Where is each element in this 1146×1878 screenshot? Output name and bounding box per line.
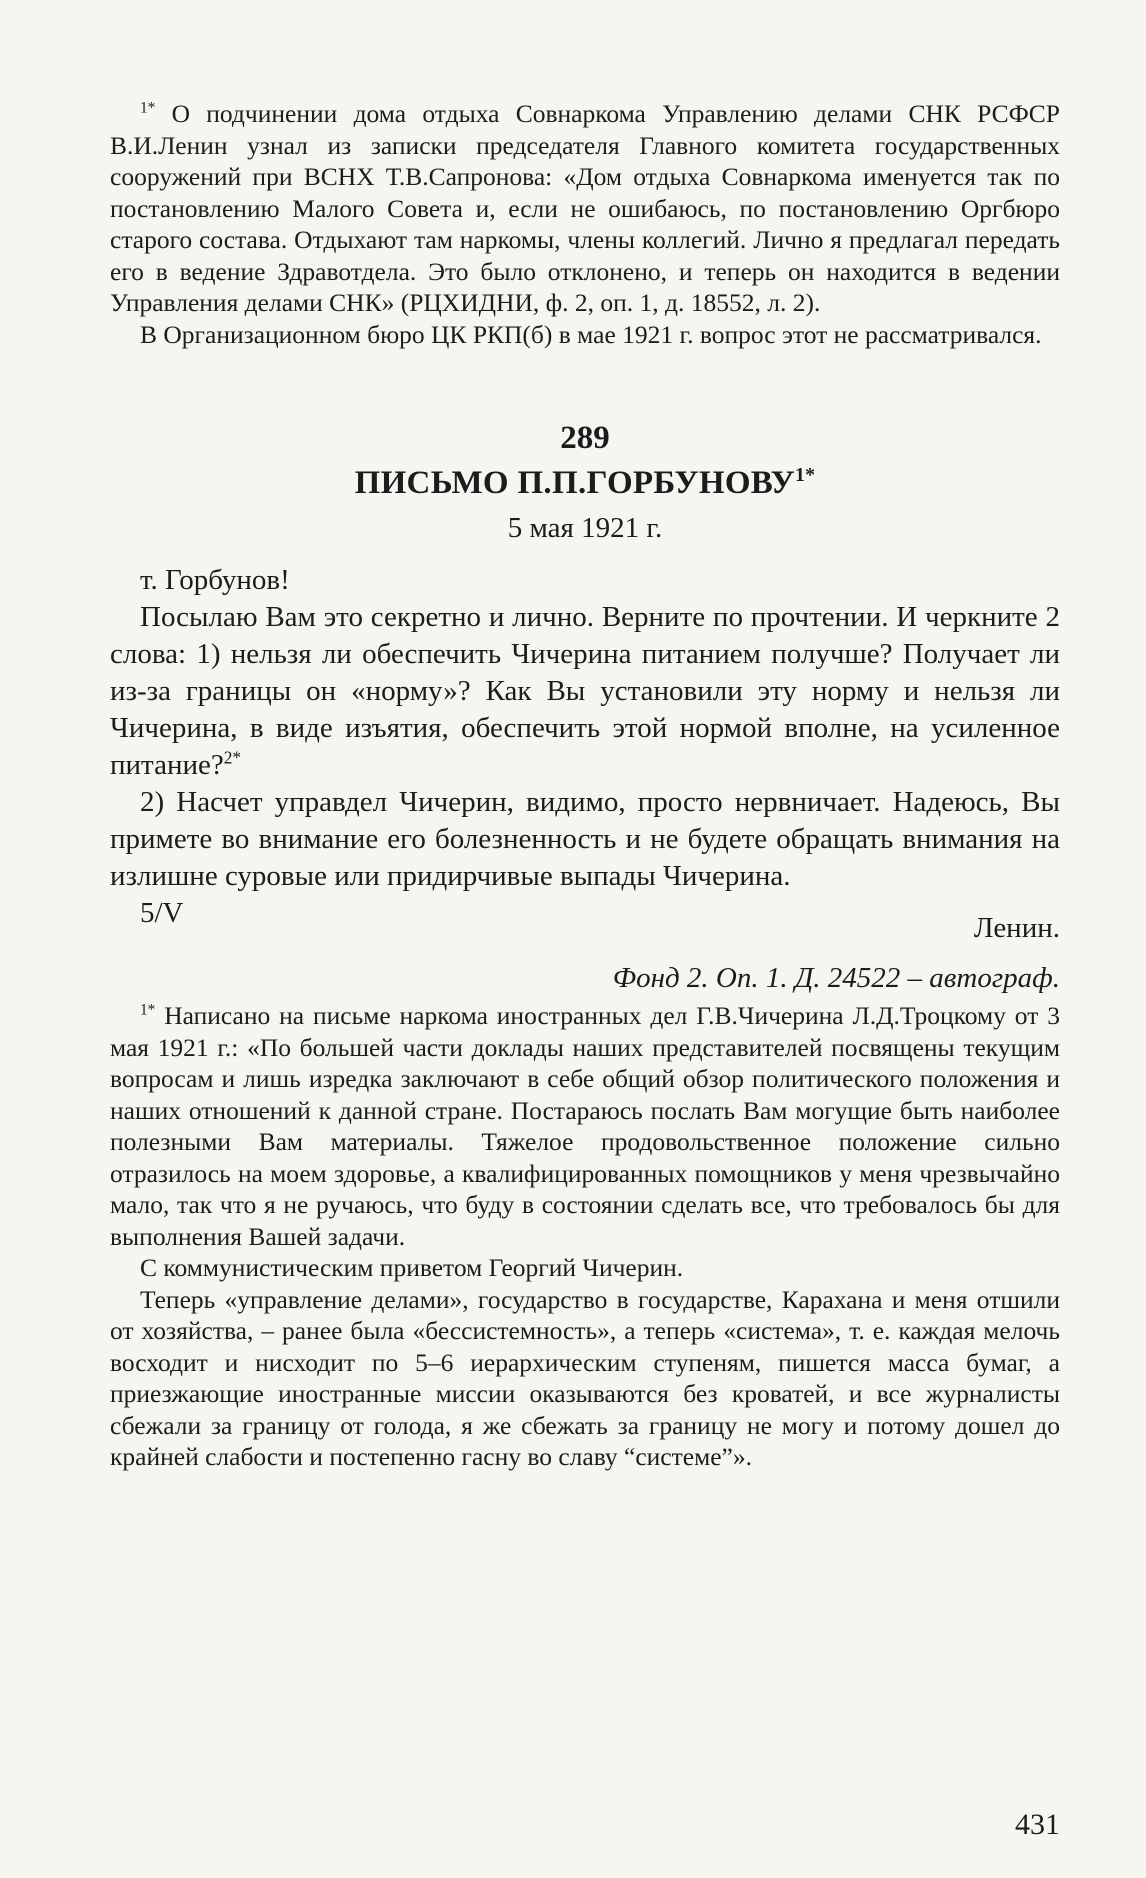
footnote-top-para-1: $^{1*}$ О подчинении дома отдыха Совнаркома Управлению делами СНК РСФСР В.И.Ленин узнал из записки председателя Главного комитета государственных сооружений при ВСНХ Т.В.Сапронова: «Дом отдыха Совнаркома именуется так по постановлению Малого Совета и, если не ошибаюсь, по постановлению Оргбюро старого состава. Отдыхают там наркомы, члены коллегий. Лично я предлагал передать его в ведение Здравотдела. Это было отклонено, и теперь он находится в ведении Управления делами СНК» (РЦХИДНИ, ф. 2, оп. 1, д. 18552, л. 2). bbox=[110, 99, 1060, 317]
short-date: 5/V bbox=[140, 897, 184, 929]
letter-para-1: Посылаю Вам это секретно и лично. Верните по прочтении. И черкните 2 слова: 1) нельзя ли обеспечить Чичерина питанием получше? Получает ли из-за границы он «норму»? Как Вы установили эту норму и нельзя ли Чичерина, в виде изъятия, обеспечить этой нормой вполне, на усиленное питание?$^{2*}$ bbox=[110, 601, 1060, 781]
letter-body bbox=[110, 562, 1060, 932]
footnote-top-para-2: В Организационном бюро ЦК РКП(б) в мае 1921 г. вопрос этот не рассматривался. bbox=[140, 319, 1042, 349]
page-number: 431 bbox=[1015, 1808, 1060, 1841]
title-footnote-marker: 1* bbox=[794, 464, 816, 486]
footnote-bottom-para-3: Теперь «управление делами», государство в государстве, Карахана и меня отшили от хозяйства, – ранее была «бессистемность», а теперь «система», т. е. каждая мелочь восходит и нисходит по 5–6 иерархическим ступеням, пишется масса бумаг, а приезжающие иностранные миссии оказываются без кроватей, и все журналисты сбежали за границу от голода, я же сбежать за границу не могу и потому дошел до крайней слабости и постепенно гасну во славу “системе”». bbox=[110, 1284, 1060, 1471]
footnote-top bbox=[110, 98, 1060, 350]
footnote-bottom bbox=[110, 1000, 1060, 1473]
document-date: 5 мая 1921 г. bbox=[507, 512, 663, 544]
document-title: ПИСЬМО $П.П.ГОРБУНОВУ^{1*}$ bbox=[354, 464, 816, 501]
footnote-marker: 1* bbox=[140, 99, 156, 117]
para-footnote-marker: 2* bbox=[223, 747, 242, 768]
archive-reference: Фонд 2. Оп. 1. Д. 24522 – автограф. bbox=[612, 962, 1060, 994]
signature: Ленин. bbox=[973, 912, 1060, 944]
footnote-bottom-para-1: $^{1*}$ Написано на письме наркома иностранных дел Г.В.Чичерина Л.Д.Троцкому от 3 мая 1921 г.: «По большей части доклады наших представителей посвящены текущим вопросам и лишь изредка заключают в себе общий обзор политического положения и наших отношений к данной стране. Постараюсь послать Вам могущие быть наиболее полезными Вам материалы. Тяжелое продовольственное положение сильно отразилось на моем здоровье, а квалифицированных помощников у меня чрезвычайно мало, так что я не ручаюсь, что буду в состоянии сделать все, что требовалось бы для выполнения Вашей задачи. bbox=[110, 1001, 1060, 1251]
salutation: т. Горбунов! bbox=[140, 564, 290, 596]
letter-para-2: 2) Насчет управдел Чичерин, видимо, просто нервничает. Надеюсь, Вы примете во внимание его болезненность и не будете обращать внимания на излишне суровые или придирчивые выпады Чичерина. bbox=[110, 786, 1060, 892]
document-number: 289 bbox=[560, 420, 610, 456]
footnote-bottom-para-2: С коммунистическим приветом Георгий Чичерин. bbox=[140, 1253, 684, 1282]
footnote-marker: 1* bbox=[140, 1001, 156, 1019]
